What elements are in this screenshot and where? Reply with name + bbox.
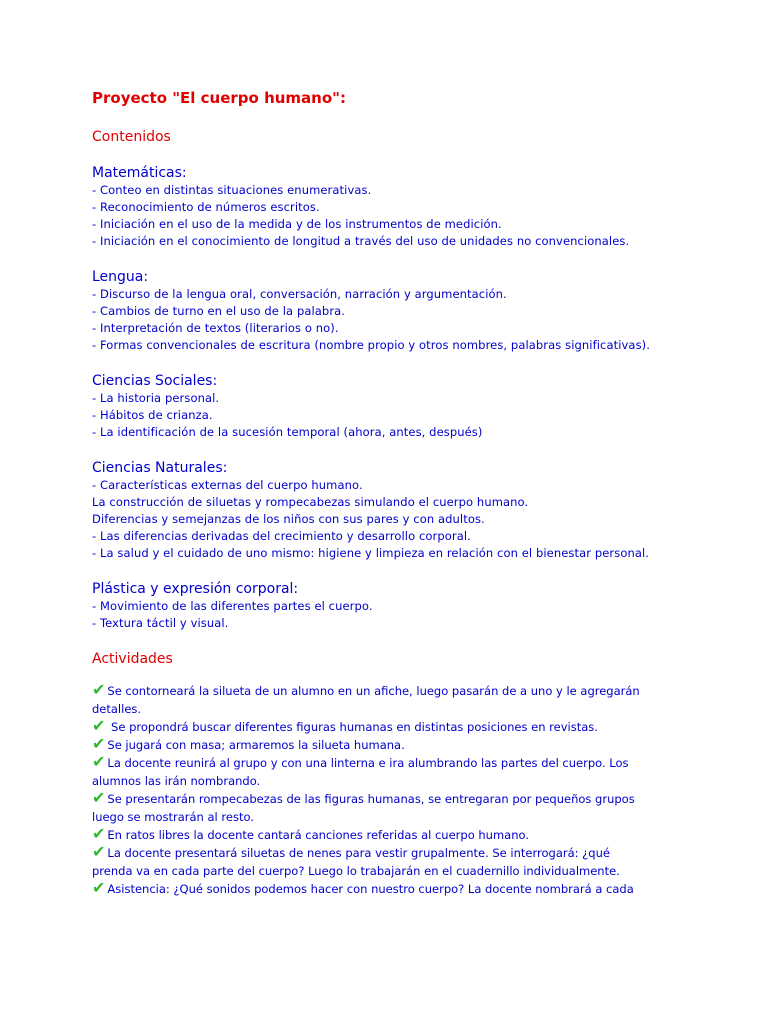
activity-item bbox=[92, 880, 652, 898]
content-line: - La historia personal. bbox=[92, 391, 220, 405]
section-heading: Lengua: bbox=[92, 269, 149, 285]
section-lengua bbox=[92, 268, 692, 354]
section-ciencias-naturales bbox=[92, 459, 692, 562]
section-heading: Ciencias Sociales: bbox=[92, 373, 218, 389]
content-line: La construcción de siluetas y rompecabezas simulando el cuerpo humano. bbox=[92, 495, 529, 509]
content-line: - Textura táctil y visual. bbox=[92, 616, 229, 630]
checkmark-icon: ✔ bbox=[92, 752, 106, 771]
content-line: - Formas convencionales de escritura (nombre propio y otros nombres, palabras significativas). bbox=[92, 338, 651, 352]
activities-list bbox=[92, 682, 692, 898]
section-plastica bbox=[92, 580, 692, 632]
content-line: - Discurso de la lengua oral, conversación, narración y argumentación. bbox=[92, 287, 507, 301]
activity-text: En ratos libres la docente cantará canciones referidas al cuerpo humano. bbox=[107, 828, 529, 842]
content-line: - Iniciación en el uso de la medida y de los instrumentos de medición. bbox=[92, 217, 502, 231]
content-line: - Movimiento de las diferentes partes el cuerpo. bbox=[92, 599, 373, 613]
activity-text: Se contorneará la silueta de un alumno en un afiche, luego pasarán de a uno y le agregarán detalles. bbox=[92, 684, 640, 716]
checkmark-icon: ✔ bbox=[92, 716, 106, 735]
activity-item bbox=[92, 754, 652, 790]
content-line: - Conteo en distintas situaciones enumerativas. bbox=[92, 183, 372, 197]
checkmark-icon: ✔ bbox=[92, 878, 106, 897]
activity-text: Se presentarán rompecabezas de las figuras humanas, se entregaran por pequeños grupos luego se mostrarán al resto. bbox=[92, 792, 635, 824]
actividades-heading: Actividades bbox=[92, 651, 173, 667]
content-line: Diferencias y semejanzas de los niños con sus pares y con adultos. bbox=[92, 512, 485, 526]
checkmark-icon: ✔ bbox=[92, 734, 106, 753]
activity-item bbox=[92, 826, 652, 844]
contenidos-heading: Contenidos bbox=[92, 129, 171, 145]
section-heading: Ciencias Naturales: bbox=[92, 460, 228, 476]
activity-item bbox=[92, 682, 652, 718]
checkmark-icon: ✔ bbox=[92, 788, 106, 807]
document-page bbox=[92, 88, 692, 898]
checkmark-icon: ✔ bbox=[92, 824, 106, 843]
section-ciencias-sociales bbox=[92, 372, 692, 441]
section-heading: Matemáticas: bbox=[92, 165, 187, 181]
page-title: Proyecto "El cuerpo humano": bbox=[92, 89, 346, 107]
content-line: - Cambios de turno en el uso de la palabra. bbox=[92, 304, 346, 318]
activity-text: Asistencia: ¿Qué sonidos podemos hacer con nuestro cuerpo? La docente nombrará a cada bbox=[107, 882, 634, 896]
activity-item bbox=[92, 718, 652, 736]
content-line: - Hábitos de crianza. bbox=[92, 408, 213, 422]
content-line: - La identificación de la sucesión temporal (ahora, antes, después) bbox=[92, 425, 483, 439]
activity-text: Se propondrá buscar diferentes figuras humanas en distintas posiciones en revistas. bbox=[107, 720, 598, 734]
content-line: - Características externas del cuerpo humano. bbox=[92, 478, 363, 492]
content-line: - Interpretación de textos (literarios o no). bbox=[92, 321, 339, 335]
section-heading: Plástica y expresión corporal: bbox=[92, 581, 299, 597]
activity-item bbox=[92, 736, 652, 754]
activity-text: La docente presentará siluetas de nenes para vestir grupalmente. Se interrogará: ¿qué prenda va en cada parte del cuerpo? Luego lo trabajarán en el cuadernillo individualmente. bbox=[92, 846, 620, 878]
activity-text: La docente reunirá al grupo y con una linterna e ira alumbrando las partes del cuerpo. Los alumnos las irán nombrando. bbox=[92, 756, 629, 788]
content-line: - Reconocimiento de números escritos. bbox=[92, 200, 320, 214]
content-line: - Las diferencias derivadas del crecimiento y desarrollo corporal. bbox=[92, 529, 471, 543]
content-line: - La salud y el cuidado de uno mismo: higiene y limpieza en relación con el bienestar personal. bbox=[92, 546, 650, 560]
section-matematicas bbox=[92, 164, 692, 250]
activity-item bbox=[92, 844, 652, 880]
checkmark-icon: ✔ bbox=[92, 842, 106, 861]
checkmark-icon: ✔ bbox=[92, 680, 106, 699]
activity-item bbox=[92, 790, 652, 826]
activity-text: Se jugará con masa; armaremos la silueta humana. bbox=[107, 738, 405, 752]
content-line: - Iniciación en el conocimiento de longitud a través del uso de unidades no convencionales. bbox=[92, 234, 630, 248]
